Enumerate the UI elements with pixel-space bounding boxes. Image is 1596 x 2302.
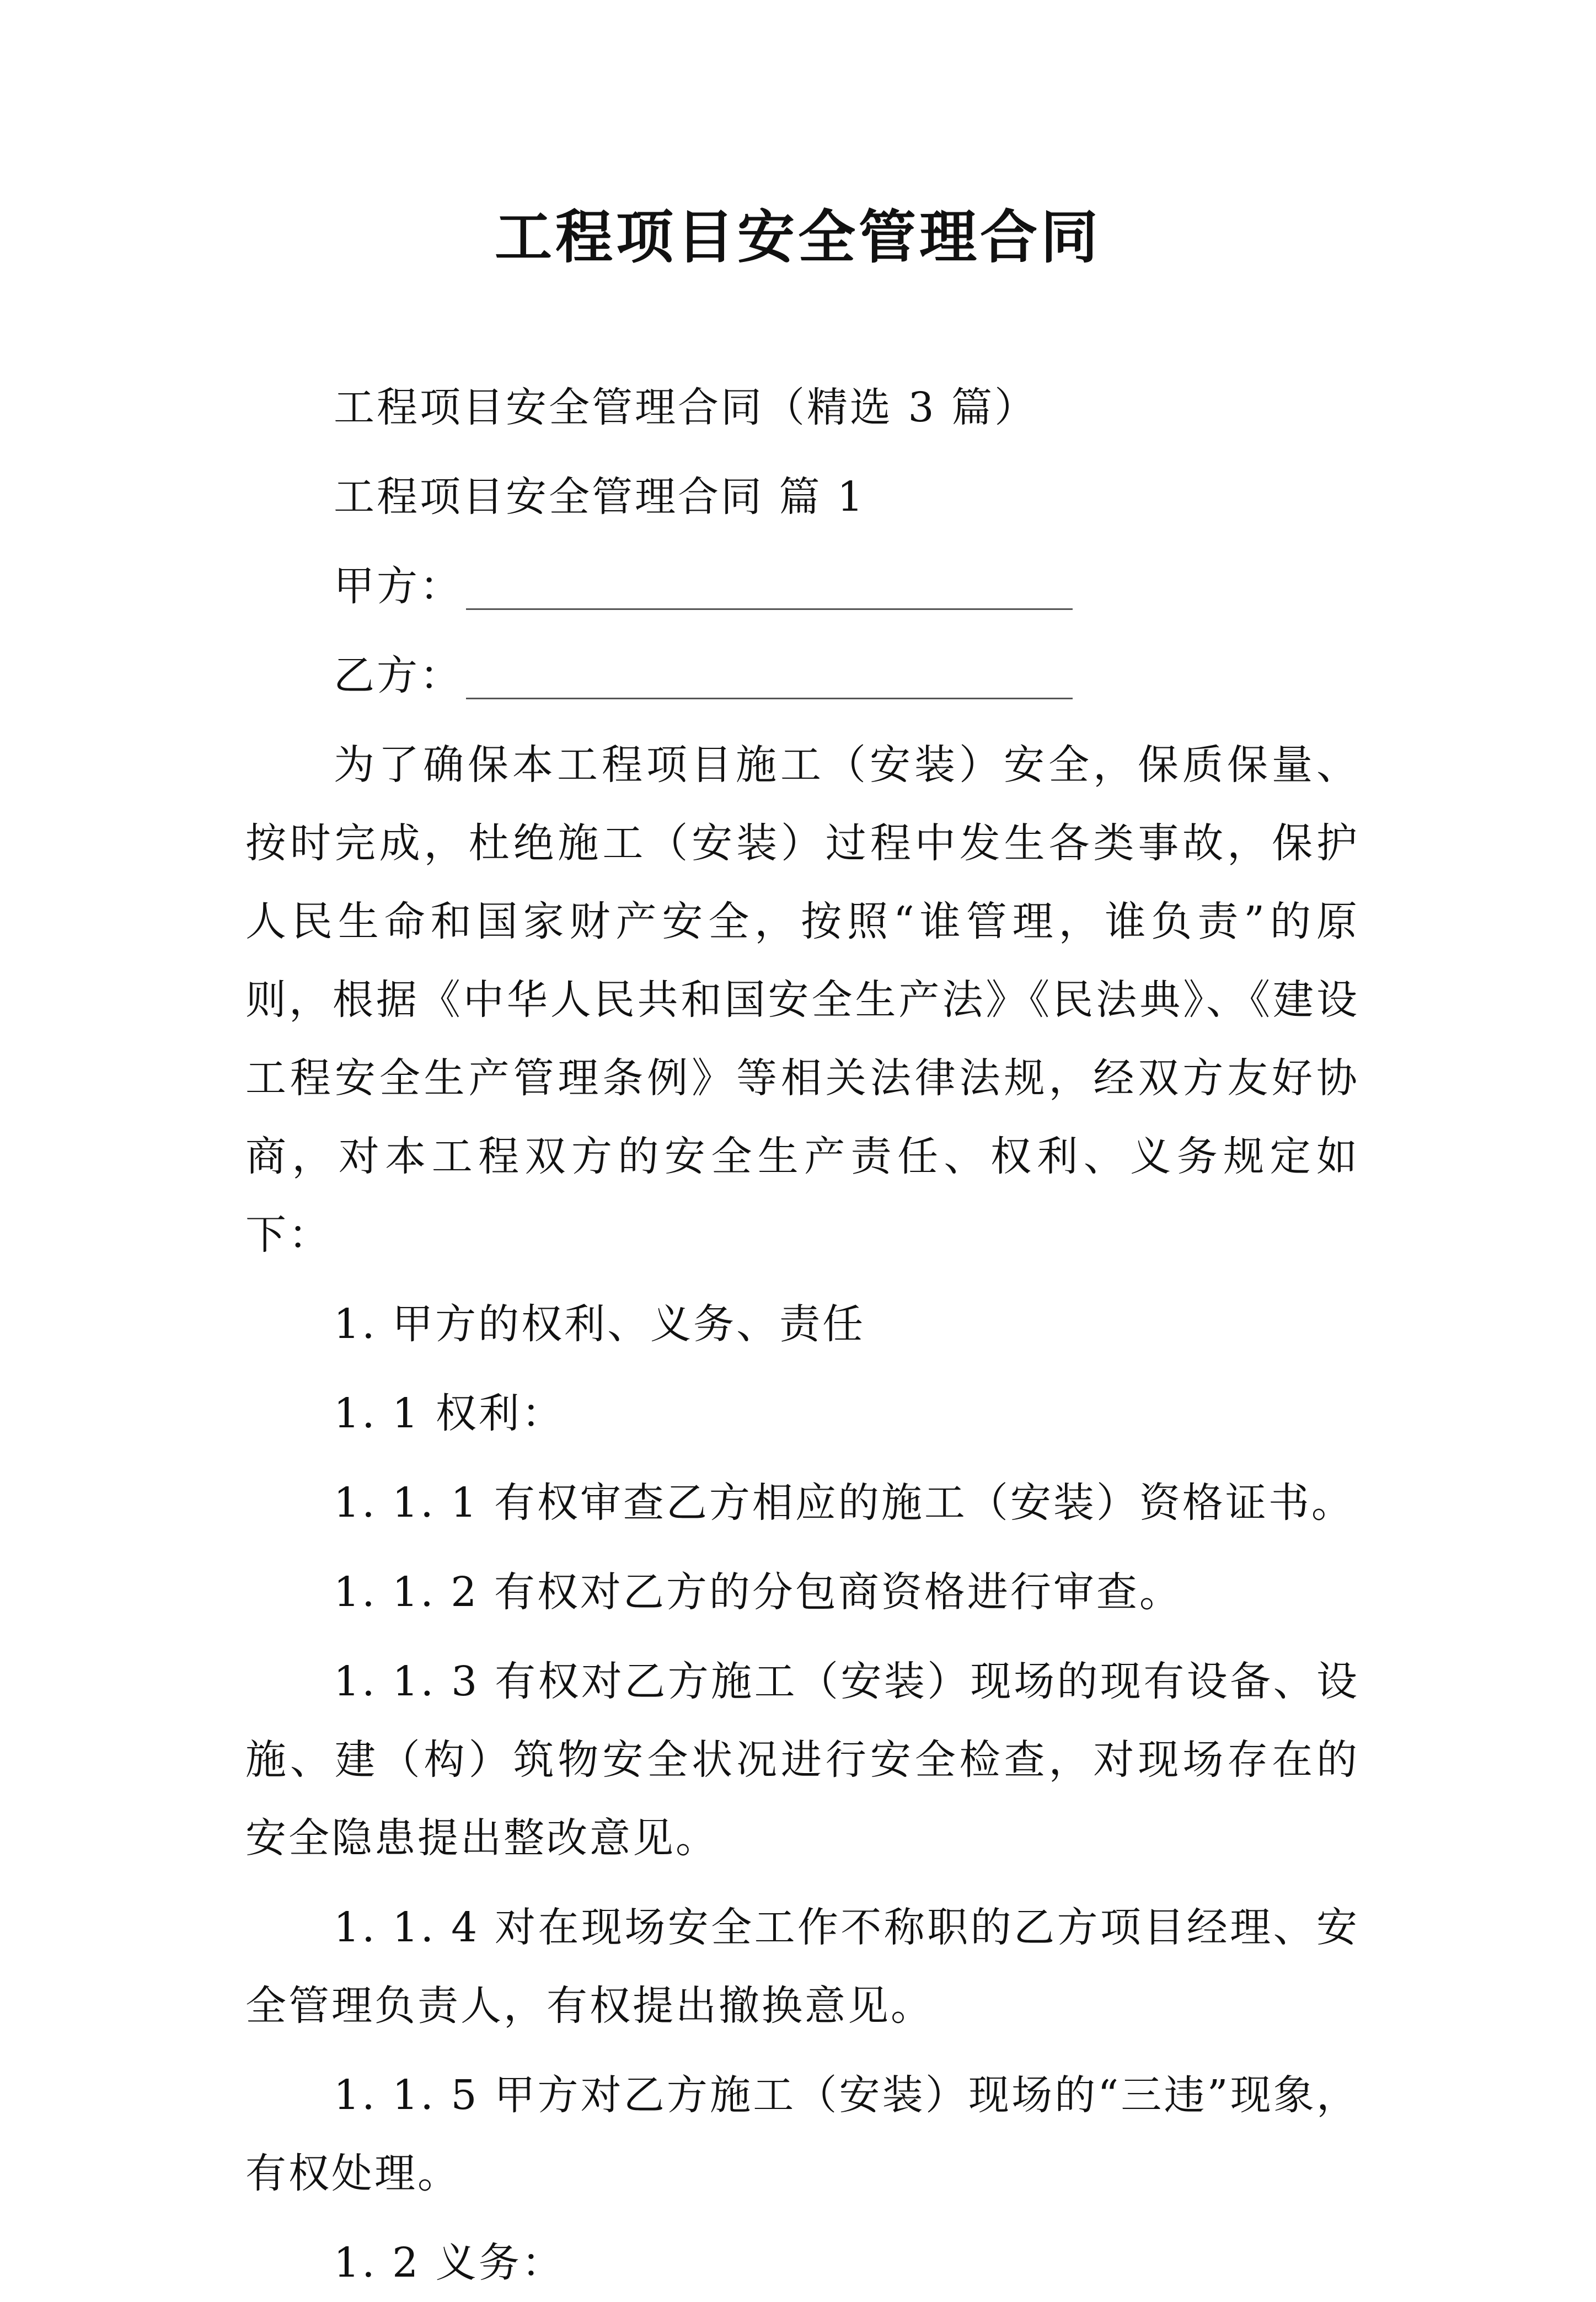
spacer [245,1542,1359,1553]
party-b-label: 乙方： [334,652,463,699]
party-a-row [245,547,1359,625]
document-title: 工程项目安全管理合同 [494,203,1101,271]
spacer [245,1274,1359,1285]
party-b-signature-line [466,665,1073,699]
party-a-signature-line [466,575,1073,610]
document-body [245,368,1359,2302]
spacer [245,447,1359,458]
party-b-row [245,636,1359,715]
clause-1-1-3: 1. 1. 3 有权对乙方施工（安装）现场的现有设备、设施、建（构）筑物安全状况进行安全检查，对现场存在的安全隐患提出整改意见。 [245,1658,1359,1862]
spacer [245,1363,1359,1374]
clause-1-1: 1. 1 权利： [334,1390,565,1437]
spacer [245,2213,1359,2224]
spacer [245,715,1359,726]
clause-1-1-5: 1. 1. 5 甲方对乙方施工（安装）现场的“三违”现象，有权处理。 [245,2071,1359,2197]
party-a-label: 甲方： [334,563,463,610]
spacer [245,1877,1359,1888]
document-subtitle: 工程项目安全管理合同（精选 3 篇） [334,384,1038,431]
clause-1-2: 1. 2 义务： [334,2239,565,2287]
section-heading: 工程项目安全管理合同 篇 1 [334,473,866,521]
intro-paragraph: 为了确保本工程项目施工（安装）安全，保质保量、按时完成，杜绝施工（安装）过程中发生各类事故，保护人民生命和国家财产安全，按照“谁管理，谁负责”的原则，根据《中华人民共和国安全生产法》《民法典》、《建设工程安全生产管理条例》等相关法律法规，经双方友好协商，对本工程双方的安全生产责任、权利、义务规定如下： [245,741,1359,1259]
clause-1-1-2: 1. 1. 2 有权对乙方的分包商资格进行审查。 [334,1568,1182,1616]
spacer [245,1453,1359,1464]
spacer [245,625,1359,636]
spacer [245,2045,1359,2056]
spacer [245,1631,1359,1642]
spacer [245,536,1359,547]
clause-1-1-1: 1. 1. 1 有权审查乙方相应的施工（安装）资格证书。 [334,1479,1354,1527]
clause-1: 1. 甲方的权利、义务、责任 [334,1300,866,1348]
clause-1-1-4: 1. 1. 4 对在现场安全工作不称职的乙方项目经理、安全管理负责人，有权提出撤换意见。 [245,1904,1359,2030]
